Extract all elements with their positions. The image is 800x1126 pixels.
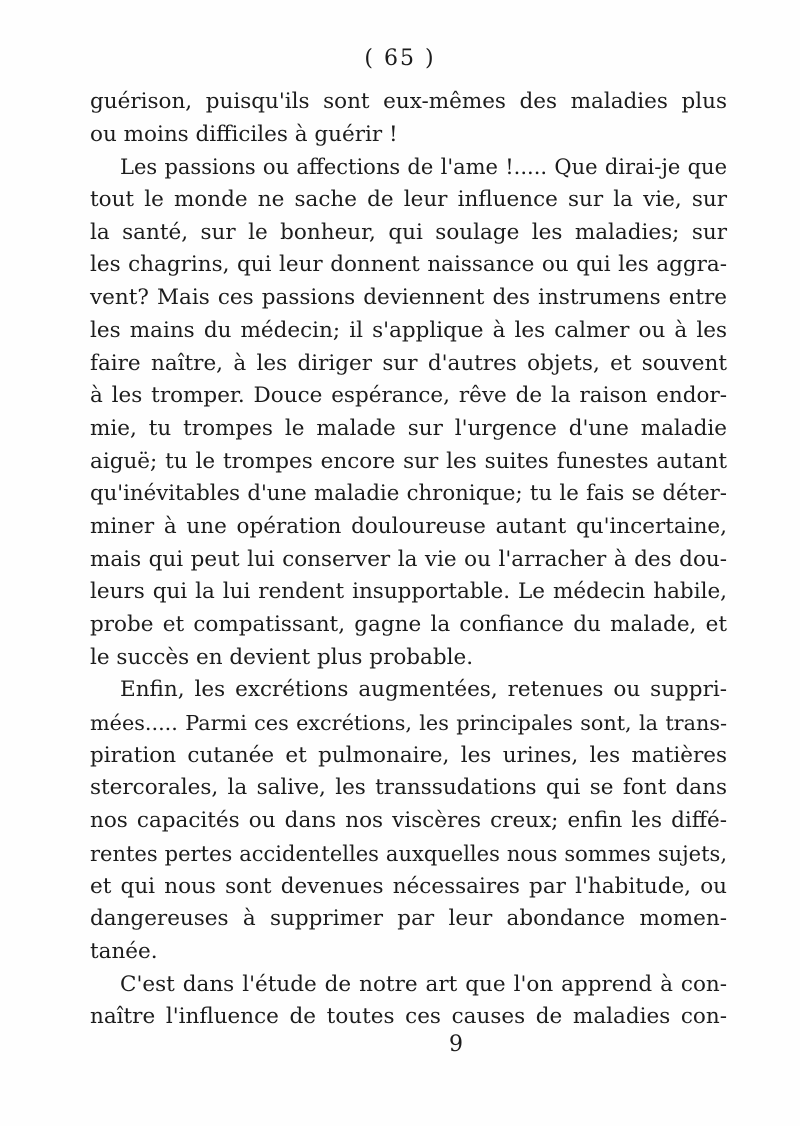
text-line: et qui nous sont devenues nécessaires par l'habitude, ou — [90, 873, 727, 899]
text-line: tanée. — [90, 938, 158, 964]
text-line: probe et compatissant, gagne la confiance du malade, et — [90, 612, 727, 637]
text-line: rentes pertes accidentelles auxquelles nous sommes sujets, — [90, 841, 727, 866]
text-line: Les passions ou affections de l'ame !..... Que dirai-je que — [120, 155, 727, 180]
text-line: la santé, sur le bonheur, qui soulage les maladies; sur — [90, 219, 727, 245]
text-line: à les tromper. Douce espérance, rêve de la raison endor- — [90, 383, 727, 409]
text-line: aiguë; tu le trompes encore sur les suites funestes autant — [90, 448, 727, 474]
text-line: nos capacités ou dans nos viscères creux; enfin les diffé- — [90, 808, 727, 834]
text-line: miner à une opération douloureuse autant qu'incertaine, — [90, 513, 727, 539]
body-text — [90, 86, 727, 1034]
text-line: mées..... Parmi ces excrétions, les principales sont, la trans- — [90, 711, 727, 736]
text-line: dangereuses à supprimer par leur abondance momen- — [90, 906, 727, 932]
text-line: stercorales, la salive, les transsudations qui se font dans — [90, 775, 727, 801]
text-line: faire naître, à les diriger sur d'autres objets, et souvent — [90, 350, 727, 376]
text-line: C'est dans l'étude de notre art que l'on apprend à con- — [120, 971, 727, 997]
text-line: guérison, puisqu'ils sont eux-mêmes des maladies plus — [90, 89, 727, 114]
text-line: qu'inévitables d'une maladie chronique; tu le fais se déter- — [90, 481, 727, 507]
text-line: vent? Mais ces passions deviennent des instrumens entre — [90, 285, 727, 311]
text-line: Enfin, les excrétions augmentées, retenues ou suppri- — [120, 677, 727, 703]
page-number: ( 65 ) — [364, 46, 436, 71]
text-line: ou moins difficiles à guérir ! — [90, 121, 398, 147]
text-line: les mains du médecin; il s'applique à les calmer ou à les — [90, 317, 727, 343]
text-line: leurs qui la lui rendent insupportable. Le médecin habile, — [90, 579, 727, 605]
text-line: le succès en devient plus probable. — [90, 644, 474, 670]
text-line: mais qui peut lui conserver la vie ou l'arracher à des dou- — [90, 546, 727, 572]
text-line: tout le monde ne sache de leur influence sur la vie, sur — [90, 187, 727, 213]
text-line: mie, tu trompes le malade sur l'urgence d'une maladie — [90, 415, 727, 441]
text-line: piration cutanée et pulmonaire, les urines, les matières — [90, 742, 727, 768]
signature-mark: 9 — [449, 1032, 463, 1057]
text-line: naître l'influence de toutes ces causes de maladies con- — [90, 1004, 727, 1030]
text-line: les chagrins, qui leur donnent naissance ou qui les aggra- — [90, 252, 727, 278]
